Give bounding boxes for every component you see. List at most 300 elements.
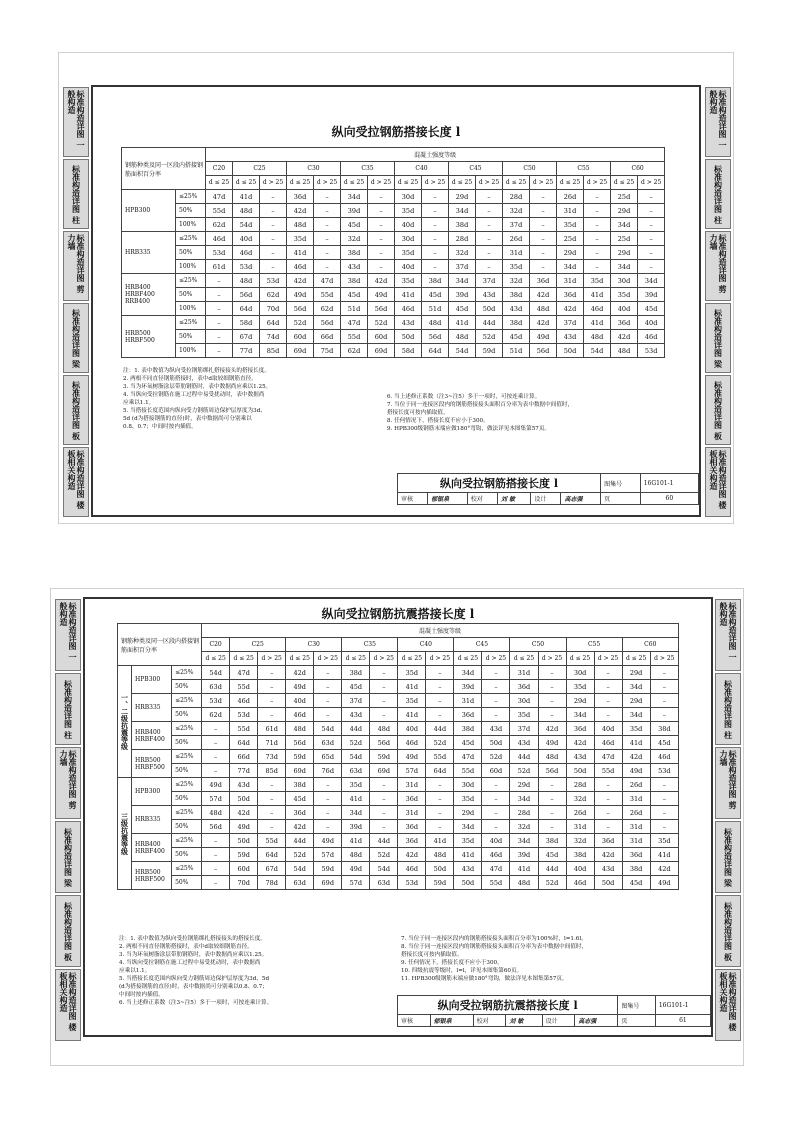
lap-value: 49d [342, 862, 370, 876]
side-tab-5[interactable] [55, 969, 81, 1041]
side-tab-0[interactable] [55, 599, 81, 671]
lap-value: – [370, 806, 398, 820]
lap-value: 44d [286, 834, 314, 848]
lap-value: 47d [206, 190, 233, 204]
lap-value: 78d [258, 876, 286, 890]
note-line: (d为搭接钢筋的直径)时，表中数据尚可分别乘以0.8、0.7； [119, 984, 268, 990]
lap-value: – [206, 330, 233, 344]
table-row [118, 806, 679, 820]
lap-value: 29d [566, 694, 594, 708]
lap-value: 52d [538, 876, 566, 890]
lap-value: – [260, 232, 287, 246]
splice-percent: ≤25% [176, 316, 206, 330]
lap-value: – [650, 666, 678, 680]
lap-value: – [368, 218, 395, 232]
lap-value: 55d [482, 876, 510, 890]
atlas-number: 16G101-1 [655, 996, 710, 1015]
lap-value: 49d [622, 764, 650, 778]
lap-value: – [638, 190, 665, 204]
lap-value: – [314, 190, 341, 204]
lap-value: 29d [622, 694, 650, 708]
side-tab-2[interactable] [63, 231, 89, 301]
lap-value: 43d [557, 330, 584, 344]
lap-value: – [314, 666, 342, 680]
note-line: 5d (d为搭接钢筋的直径)时，表中数据尚可分别乘以 [123, 416, 252, 422]
rebar-type: HRB500 HRBF500 [132, 750, 172, 778]
lap-value: 44d [342, 722, 370, 736]
lap-value: – [206, 316, 233, 330]
lap-value: 63d [342, 764, 370, 778]
lap-value: – [594, 820, 622, 834]
side-tab-label: 标准构造详图 一般构造 [719, 602, 738, 661]
side-tab-4[interactable] [705, 375, 731, 445]
side-tab-3[interactable] [55, 821, 81, 893]
lap-value: 44d [510, 750, 538, 764]
lap-value: 25d [557, 232, 584, 246]
lap-value: 41d [584, 316, 611, 330]
lap-value: – [650, 694, 678, 708]
table-row [118, 764, 679, 778]
lap-value: 49d [530, 330, 557, 344]
sub-le: d ≤ 25 [202, 652, 230, 666]
lap-value: 48d [530, 302, 557, 316]
right-tab-strip [705, 87, 731, 519]
lap-value: 38d [341, 246, 368, 260]
side-tab-4[interactable] [715, 895, 741, 967]
reviewer-signature: 郁银泉 [430, 1015, 473, 1027]
lap-value: 32d [503, 274, 530, 288]
lap-value: 26d [622, 778, 650, 792]
lap-value: 56d [287, 302, 314, 316]
lap-value: 28d [449, 232, 476, 246]
lap-value: 49d [230, 820, 258, 834]
lap-value: 46d [398, 736, 426, 750]
lap-value: 51d [341, 302, 368, 316]
side-tab-label: 标准构造详图 剪力墙 [709, 234, 728, 293]
lap-value: 41d [454, 848, 482, 862]
lap-value: 35d [566, 680, 594, 694]
lap-value: – [584, 204, 611, 218]
checker-signature: 刘 敏 [506, 1015, 542, 1027]
lap-value: 29d [449, 190, 476, 204]
note-line: 7. 当位于同一连接区段内的钢筋搭接接头面积百分率为表中数据中间值时， [387, 402, 574, 408]
lap-value: 52d [286, 848, 314, 862]
lap-value: 42d [530, 288, 557, 302]
lap-value: – [538, 778, 566, 792]
side-tab-2[interactable] [55, 747, 81, 819]
lap-value: 69d [370, 764, 398, 778]
lap-value: 43d [476, 288, 503, 302]
lap-value: – [422, 232, 449, 246]
title-block-name: 纵向受拉钢筋搭接长度 l [398, 474, 601, 493]
table-row [122, 190, 665, 204]
table-row [118, 876, 679, 890]
sub-le: d ≤ 25 [398, 652, 426, 666]
lap-value: 42d [287, 274, 314, 288]
lap-value: 41d [342, 792, 370, 806]
sub-gt: d > 25 [260, 176, 287, 190]
lap-value: 64d [422, 344, 449, 358]
page-60 [58, 52, 734, 524]
lap-value: 85d [258, 764, 286, 778]
lap-value: – [476, 204, 503, 218]
lap-value: 62d [260, 288, 287, 302]
lap-value: 50d [557, 344, 584, 358]
lap-value: 46d [286, 708, 314, 722]
lap-value: 64d [258, 848, 286, 862]
grade-C45: C45 [454, 638, 510, 652]
lap-value: 53d [260, 274, 287, 288]
lap-value: 63d [370, 876, 398, 890]
lap-value: 31d [622, 792, 650, 806]
lap-value: 69d [314, 876, 342, 890]
table-row [122, 302, 665, 316]
lap-value: 31d [454, 694, 482, 708]
lap-value: 40d [398, 722, 426, 736]
sub-le: d ≤ 25 [286, 652, 314, 666]
lap-value: – [650, 806, 678, 820]
splice-percent: 50% [172, 736, 202, 750]
lap-value: 58d [395, 344, 422, 358]
lap-value: 42d [286, 666, 314, 680]
lap-value: – [482, 680, 510, 694]
lap-value: 61d [206, 260, 233, 274]
lap-value: 52d [370, 848, 398, 862]
lap-value: 55d [454, 764, 482, 778]
lap-value: 39d [454, 680, 482, 694]
lap-value: – [638, 232, 665, 246]
lap-value: 56d [368, 302, 395, 316]
side-tab-1[interactable] [705, 159, 731, 229]
side-tab-label: 标准构造详图 剪力墙 [67, 234, 86, 293]
lap-value: 41d [622, 736, 650, 750]
lap-value: – [530, 260, 557, 274]
lap-value: – [538, 708, 566, 722]
lap-value: 59d [314, 862, 342, 876]
lap-value: – [594, 666, 622, 680]
lap-value: 53d [398, 876, 426, 890]
lap-value: 55d [341, 330, 368, 344]
sub-gt: d > 25 [650, 652, 678, 666]
note-line: 7. 当位于同一连接区段内的钢筋搭接接头面积百分率为100%时，l=1.6l。 [401, 936, 587, 942]
lap-value: 44d [476, 316, 503, 330]
lap-value: 48d [611, 344, 638, 358]
seismic-level: 一、二级抗震等级 [118, 666, 132, 778]
lap-value: 56d [314, 316, 341, 330]
lap-value: 77d [230, 764, 258, 778]
note-line: 6. 当上述修正系数（注3~注5）多于一项时，可按连乘计算。 [119, 1000, 273, 1006]
table-row [122, 204, 665, 218]
lap-value: 54d [286, 862, 314, 876]
lap-value: 25d [611, 190, 638, 204]
lap-value: 34d [449, 204, 476, 218]
lap-value: 35d [342, 778, 370, 792]
lap-value: 30d [395, 232, 422, 246]
lap-value: – [476, 218, 503, 232]
lap-value: – [314, 232, 341, 246]
lap-value: 42d [538, 722, 566, 736]
lap-value: 32d [341, 232, 368, 246]
lap-value: 42d [286, 820, 314, 834]
lap-value: 31d [510, 666, 538, 680]
lap-value: 55d [206, 204, 233, 218]
lap-value: 31d [398, 778, 426, 792]
lap-value: – [258, 680, 286, 694]
lap-value: – [260, 246, 287, 260]
lap-value: – [426, 666, 454, 680]
note-line: 0.8、0.7；中间时按内插值。 [123, 424, 197, 430]
lap-value: 63d [314, 736, 342, 750]
lap-value: – [314, 708, 342, 722]
splice-percent: ≤25% [172, 862, 202, 876]
side-tab-1[interactable] [63, 159, 89, 229]
lap-value: 45d [422, 288, 449, 302]
note-line: 5. 当搭接长度范围内纵向受力钢筋周边保护层厚度为3d、5d [119, 976, 270, 982]
side-tab-5[interactable] [63, 447, 89, 517]
lap-value: 51d [503, 344, 530, 358]
atlas-label: 图集号 [601, 474, 641, 493]
lap-value: 50d [395, 330, 422, 344]
lap-value: 37d [503, 218, 530, 232]
lap-value: 69d [286, 764, 314, 778]
lap-value: 30d [611, 274, 638, 288]
lap-value: – [650, 680, 678, 694]
lap-value: – [426, 820, 454, 834]
splice-percent: 100% [176, 344, 206, 358]
lap-value: – [426, 694, 454, 708]
lap-value: 29d [510, 778, 538, 792]
note-line: 3. 当为环氧树脂涂层带肋钢筋时，表中数据尚应乘以1.25。 [119, 952, 268, 958]
lap-value: – [202, 834, 230, 848]
side-tab-2[interactable] [715, 747, 741, 819]
table-row [118, 680, 679, 694]
lap-value: – [426, 708, 454, 722]
lap-value: 43d [594, 862, 622, 876]
lap-value: – [206, 302, 233, 316]
lap-value: – [422, 218, 449, 232]
lap-value: 61d [258, 722, 286, 736]
side-tab-4[interactable] [55, 895, 81, 967]
lap-length-table [121, 147, 665, 358]
lap-value: 35d [611, 288, 638, 302]
side-tab-1[interactable] [715, 673, 741, 745]
lap-value: 38d [566, 848, 594, 862]
lap-value: 37d [510, 722, 538, 736]
notes-left [119, 935, 272, 1007]
lap-value: 35d [287, 232, 314, 246]
lap-value: – [594, 806, 622, 820]
lap-value: – [426, 792, 454, 806]
side-tab-label: 标准构造详图 楼板相关构造 [59, 972, 78, 1031]
lap-value: 47d [230, 666, 258, 680]
designer-signature: 高志强 [561, 493, 601, 505]
lap-value: – [314, 204, 341, 218]
grade-C55: C55 [566, 638, 622, 652]
left-tab-strip [55, 599, 81, 1043]
side-tab-2[interactable] [705, 231, 731, 301]
lap-value: 52d [482, 750, 510, 764]
lap-value: 34d [611, 218, 638, 232]
side-tab-3[interactable] [705, 303, 731, 373]
lap-value: 63d [286, 876, 314, 890]
lap-value: 41d [426, 834, 454, 848]
lap-value: 60d [482, 764, 510, 778]
splice-percent: 50% [172, 820, 202, 834]
sub-le: d ≤ 25 [233, 176, 260, 190]
lap-value: 43d [230, 778, 258, 792]
splice-percent: ≤25% [176, 232, 206, 246]
side-tab-label: 标准构造详图 柱 [63, 679, 74, 739]
sub-le: d ≤ 25 [611, 176, 638, 190]
lap-value: – [638, 218, 665, 232]
lap-value: 36d [594, 834, 622, 848]
grade-C40: C40 [398, 638, 454, 652]
lap-value: – [202, 848, 230, 862]
sub-gt: d > 25 [370, 652, 398, 666]
side-tab-0[interactable] [705, 87, 731, 157]
lap-value: 45d [638, 302, 665, 316]
lap-value: 31d [557, 274, 584, 288]
table-row [122, 288, 665, 302]
rebar-type: HRB400 HRBF400 [132, 834, 172, 862]
grade-C20: C20 [202, 638, 230, 652]
rebar-type: HRB335 [132, 694, 172, 722]
lap-value: 35d [622, 722, 650, 736]
side-tab-5[interactable] [715, 969, 741, 1041]
table-row [118, 848, 679, 862]
title-block-name: 纵向受拉钢筋抗震搭接长度 l [398, 996, 618, 1015]
table-title: 纵向受拉钢筋抗震搭接长度 l [321, 607, 475, 621]
sub-gt: d > 25 [594, 652, 622, 666]
lap-value: 64d [426, 764, 454, 778]
lap-value: – [638, 246, 665, 260]
side-tab-label: 标准构造详图 剪力墙 [719, 750, 738, 809]
lap-value: 48d [233, 274, 260, 288]
lap-value: – [476, 232, 503, 246]
side-tab-label: 标准构造详图 板 [723, 901, 734, 961]
table-row [118, 722, 679, 736]
lap-value: – [260, 218, 287, 232]
lap-value: – [476, 190, 503, 204]
notes-right [387, 393, 573, 433]
lap-value: 55d [230, 680, 258, 694]
lap-value: 40d [594, 722, 622, 736]
sub-le: d ≤ 25 [510, 652, 538, 666]
lap-value: 32d [510, 820, 538, 834]
lap-value: 34d [566, 708, 594, 722]
lap-value: 49d [286, 680, 314, 694]
lap-value: 40d [395, 260, 422, 274]
lap-value: 71d [258, 736, 286, 750]
lap-value: 35d [557, 218, 584, 232]
lap-value: 48d [426, 848, 454, 862]
side-tab-5[interactable] [705, 447, 731, 517]
lap-value: 54d [233, 218, 260, 232]
lap-value: 58d [233, 316, 260, 330]
lap-value: 46d [594, 736, 622, 750]
table-row [122, 344, 665, 358]
lap-value: 42d [530, 316, 557, 330]
table-row [122, 260, 665, 274]
notes-right [401, 935, 587, 983]
lap-value: 44d [426, 722, 454, 736]
lap-value: – [584, 218, 611, 232]
lap-value: 34d [622, 680, 650, 694]
lap-value: – [202, 736, 230, 750]
side-tab-3[interactable] [715, 821, 741, 893]
lap-value: 49d [538, 736, 566, 750]
splice-percent: 50% [172, 708, 202, 722]
sub-gt: d > 25 [258, 652, 286, 666]
lap-value: – [650, 820, 678, 834]
lap-value: – [260, 260, 287, 274]
rebar-type: HRB500 HRBF500 [122, 316, 176, 358]
note-line: 9. 任何情况下，搭接长度不应小于300。 [401, 960, 503, 966]
splice-percent: 50% [172, 764, 202, 778]
lap-value: 32d [449, 246, 476, 260]
note-line: 10. 四级抗震等级时，l=l，详见本图集第60页。 [401, 968, 523, 974]
lap-value: – [476, 260, 503, 274]
lap-value: 36d [566, 722, 594, 736]
grade-C30: C30 [287, 162, 341, 176]
lap-value: 35d [454, 834, 482, 848]
lap-value: 46d [233, 246, 260, 260]
table-title: 纵向受拉钢筋搭接长度 l [331, 125, 461, 139]
table-row [118, 862, 679, 876]
lap-value: 48d [286, 722, 314, 736]
side-tab-0[interactable] [715, 599, 741, 671]
lap-value: 48d [449, 330, 476, 344]
rebar-type: HRB335 [132, 806, 172, 834]
lap-value: 46d [584, 302, 611, 316]
sub-gt: d > 25 [368, 176, 395, 190]
lap-value: 48d [422, 316, 449, 330]
lap-value: – [314, 806, 342, 820]
review-label: 审核 [398, 493, 428, 505]
lap-value: 36d [530, 274, 557, 288]
design-label: 设计 [531, 493, 561, 505]
lap-value: 34d [611, 260, 638, 274]
lap-value: 35d [503, 260, 530, 274]
lap-value: – [650, 792, 678, 806]
lap-value: 31d [503, 246, 530, 260]
lap-value: 29d [454, 806, 482, 820]
table-row [118, 834, 679, 848]
sub-gt: d > 25 [476, 176, 503, 190]
lap-value: 54d [314, 722, 342, 736]
lap-value: – [314, 820, 342, 834]
lap-value: 34d [449, 274, 476, 288]
side-tab-3[interactable] [63, 303, 89, 373]
reviewer-signature: 郁银泉 [428, 493, 468, 505]
lap-value: – [482, 806, 510, 820]
side-tab-0[interactable] [63, 87, 89, 157]
side-tab-1[interactable] [55, 673, 81, 745]
lap-value: 52d [510, 764, 538, 778]
table-row [118, 694, 679, 708]
grade-C45: C45 [449, 162, 503, 176]
note-line: 3. 当为环氧树脂涂层带肋钢筋时，表中数据尚应乘以1.25。 [123, 384, 272, 390]
side-tab-4[interactable] [63, 375, 89, 445]
lap-value: – [370, 694, 398, 708]
lap-value: 41d [233, 190, 260, 204]
lap-value: 39d [510, 848, 538, 862]
designer-signature: 高志强 [575, 1015, 618, 1027]
lap-value: 38d [503, 288, 530, 302]
lap-value: – [594, 792, 622, 806]
lap-value: 47d [482, 862, 510, 876]
lap-value: 49d [650, 876, 678, 890]
